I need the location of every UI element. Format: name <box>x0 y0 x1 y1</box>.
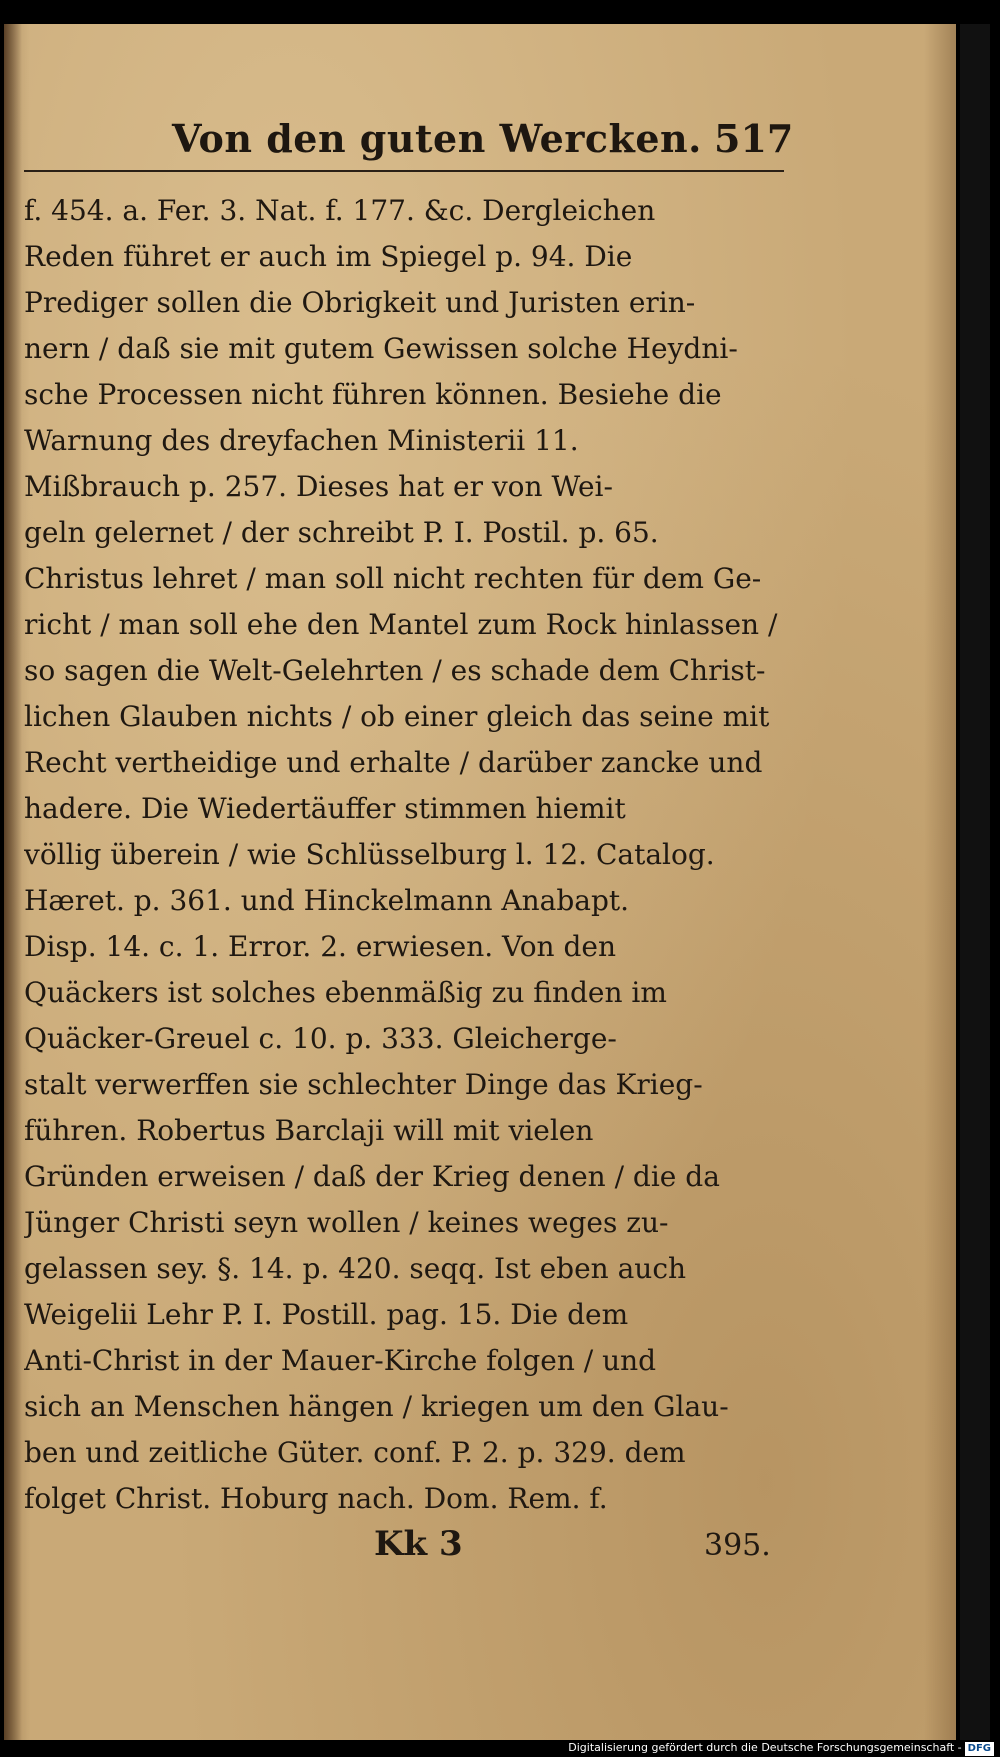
text-line: geln gelernet / der schreibt P. I. Postil. p. 65. <box>24 516 659 549</box>
signature-mark: Kk 3 <box>374 1524 463 1564</box>
text-line: Warnung des dreyfachen Ministerii 11. <box>24 424 579 457</box>
text-line: Quäcker-Greuel c. 10. p. 333. Gleicherge- <box>24 1022 617 1055</box>
text-line: ben und zeitliche Güter. conf. P. 2. p. 329. dem <box>24 1436 686 1469</box>
page-header <box>24 116 794 176</box>
binding-shadow <box>4 24 22 1740</box>
text-line: sche Processen nicht führen können. Besiehe die <box>24 378 722 411</box>
text-line: so sagen die Welt-Gelehrten / es schade dem Christ- <box>24 654 766 687</box>
text-line: Mißbrauch p. 257. Dieses hat er von Wei- <box>24 470 613 503</box>
text-line: Christus lehret / man soll nicht rechten für dem Ge- <box>24 562 762 595</box>
header-rule <box>24 170 784 172</box>
book-page <box>4 24 956 1740</box>
page-number: 517 <box>714 116 794 161</box>
text-line: Disp. 14. c. 1. Error. 2. erwiesen. Von den <box>24 930 617 963</box>
text-line: hadere. Die Wiedertäuffer stimmen hiemit <box>24 792 626 825</box>
text-line: völlig überein / wie Schlüsselburg l. 12. Catalog. <box>24 838 715 871</box>
credit-text: Digitalisierung gefördert durch die Deutsche Forschungsgemeinschaft - <box>568 1741 962 1754</box>
text-line: Reden führet er auch im Spiegel p. 94. Die <box>24 240 633 273</box>
text-line: f. 454. a. Fer. 3. Nat. f. 177. &c. Dergleichen <box>24 194 656 227</box>
text-line: gelassen sey. §. 14. p. 420. seqq. Ist eben auch <box>24 1252 687 1285</box>
text-line: nern / daß sie mit gutem Gewissen solche Heydni- <box>24 332 738 365</box>
text-line: führen. Robertus Barclaji will mit vielen <box>24 1114 594 1147</box>
text-line: richt / man soll ehe den Mantel zum Rock hinlassen / <box>24 608 778 641</box>
text-line: stalt verwerffen sie schlechter Dinge das Krieg- <box>24 1068 703 1101</box>
text-line: Hæret. p. 361. und Hinckelmann Anabapt. <box>24 884 630 917</box>
page-footer <box>24 1524 784 1574</box>
digitization-credit <box>568 1739 994 1757</box>
text-line: Prediger sollen die Obrigkeit und Juristen erin- <box>24 286 696 319</box>
text-line: Quäckers ist solches ebenmäßig zu finden im <box>24 976 667 1009</box>
text-line: Gründen erweisen / daß der Krieg denen / die da <box>24 1160 720 1193</box>
text-line: folget Christ. Hoburg nach. Dom. Rem. f. <box>24 1482 608 1515</box>
body-text <box>24 184 784 1524</box>
text-line: Weigelii Lehr P. I. Postill. pag. 15. Die dem <box>24 1298 629 1331</box>
text-line: Jünger Christi seyn wollen / keines weges zu- <box>24 1206 669 1239</box>
dfg-logo: DFG <box>965 1742 994 1756</box>
text-line: lichen Glauben nichts / ob einer gleich das seine mit <box>24 700 770 733</box>
running-head: Von den guten Wercken. <box>172 116 702 161</box>
text-line: Anti-Christ in der Mauer-Kirche folgen / und <box>24 1344 657 1377</box>
scan-edge-strip <box>960 24 990 1740</box>
text-line: sich an Menschen hängen / kriegen um den Glau- <box>24 1390 729 1423</box>
catchword: 395. <box>704 1528 771 1563</box>
text-line: Recht vertheidige und erhalte / darüber zancke und <box>24 746 763 779</box>
